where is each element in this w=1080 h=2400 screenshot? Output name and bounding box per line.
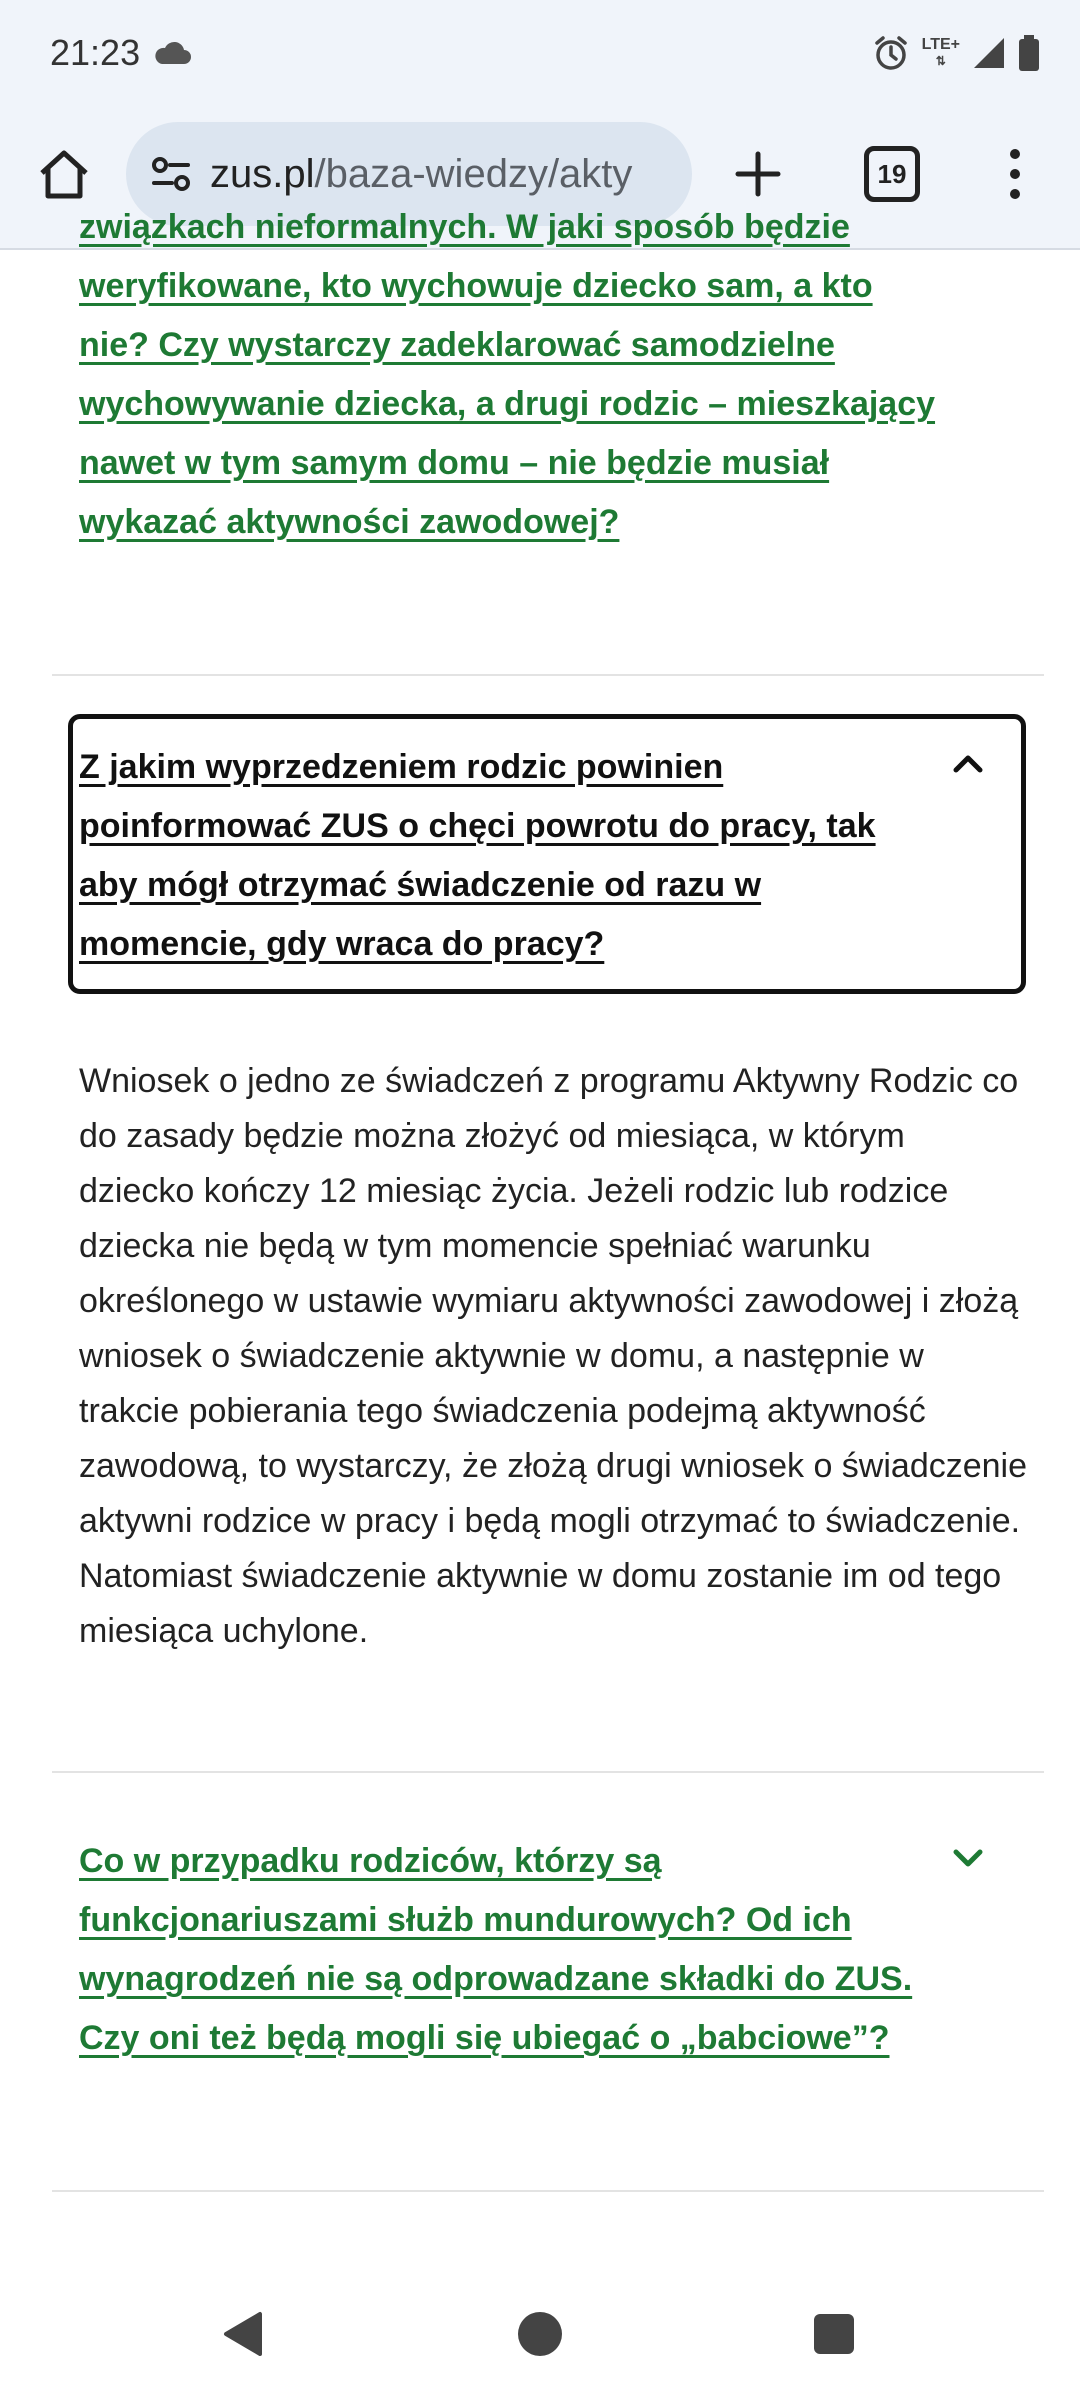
cloud-icon [152,40,192,66]
signal-icon [972,36,1006,70]
divider [52,1771,1044,1773]
home-nav-icon[interactable] [510,2304,570,2364]
system-nav-bar [0,2268,1080,2400]
url-text [210,152,632,197]
url-domain: zus.pl [210,151,315,196]
divider [52,2190,1044,2192]
url-path: /baza-wiedzy/akty [314,151,633,196]
faq-answer: Wniosek o jedno ze świadczeń z programu Aktywny Rodzic co do zasady będzie można złożyć od miesiąca, w którym dziecko kończy 12 miesiąc życia. Jeżeli rodzic lub rodzice dziecka nie będą w tym momencie spełniać warunku określonego w ustawie wymiaru aktywności zawodowej i złożą wniosek o świadczenie aktywnie w domu, a następnie w trakcie pobierania tego świadczenia podejmą aktywność zawodową, to wystarczy, że złożą drugi wniosek o świadczenie aktywni rodzice w pracy i będą mogli otrzymać to świadczenie. Natomiast świadczenie aktywnie w domu zostanie im od tego miesiąca uchylone. [79,1062,1028,1650]
status-bar [0,0,1080,110]
home-icon [36,146,92,202]
menu-dot [1010,189,1020,199]
site-settings-icon[interactable] [146,149,196,199]
faq-question-open[interactable]: Z jakim wyprzedzeniem rodzic powinien poinformować ZUS o chęci powrotu do pracy, tak aby mógł otrzymać świadczenie od razu w momencie, gdy wraca do pracy? [79,748,876,963]
chevron-down-icon[interactable] [950,1840,986,1876]
faq-question-cutoff[interactable] [79,2236,949,2266]
back-icon[interactable] [216,2304,276,2364]
tab-switcher-button[interactable]: 19 [864,146,920,202]
network-type-label: LTE+ ⇅ [921,36,960,68]
chevron-up-icon[interactable] [950,746,986,782]
divider [52,674,1044,676]
alarm-icon [872,34,910,72]
recents-icon[interactable] [804,2304,864,2364]
faq-question-previous[interactable]: związkach nieformalnych. W jaki sposób będzie weryfikowane, kto wychowuje dziecko sam, a kto nie? Czy wystarczy zadeklarować samodzielne wychowywanie dziecka, a drugi rodzic – mieszkający nawet w tym samym domu – nie będzie musiał wykazać aktywności zawodowej? [79,208,936,541]
faq-question-next[interactable]: Co w przypadku rodziców, którzy są funkcjonariuszami służb mundurowych? Od ich wynagrodzeń nie są odprowadzane składki do ZUS. Czy oni też będą mogli się ubiegać o „babciowe”? [79,1842,913,2057]
page-content [0,208,1080,2268]
status-time: 21:23 [50,32,141,73]
battery-icon [1018,34,1040,72]
menu-dot [1010,169,1020,179]
menu-dot [1010,149,1020,159]
status-icons [872,34,1040,72]
plus-icon [734,150,782,198]
more-menu-button[interactable] [990,140,1040,208]
